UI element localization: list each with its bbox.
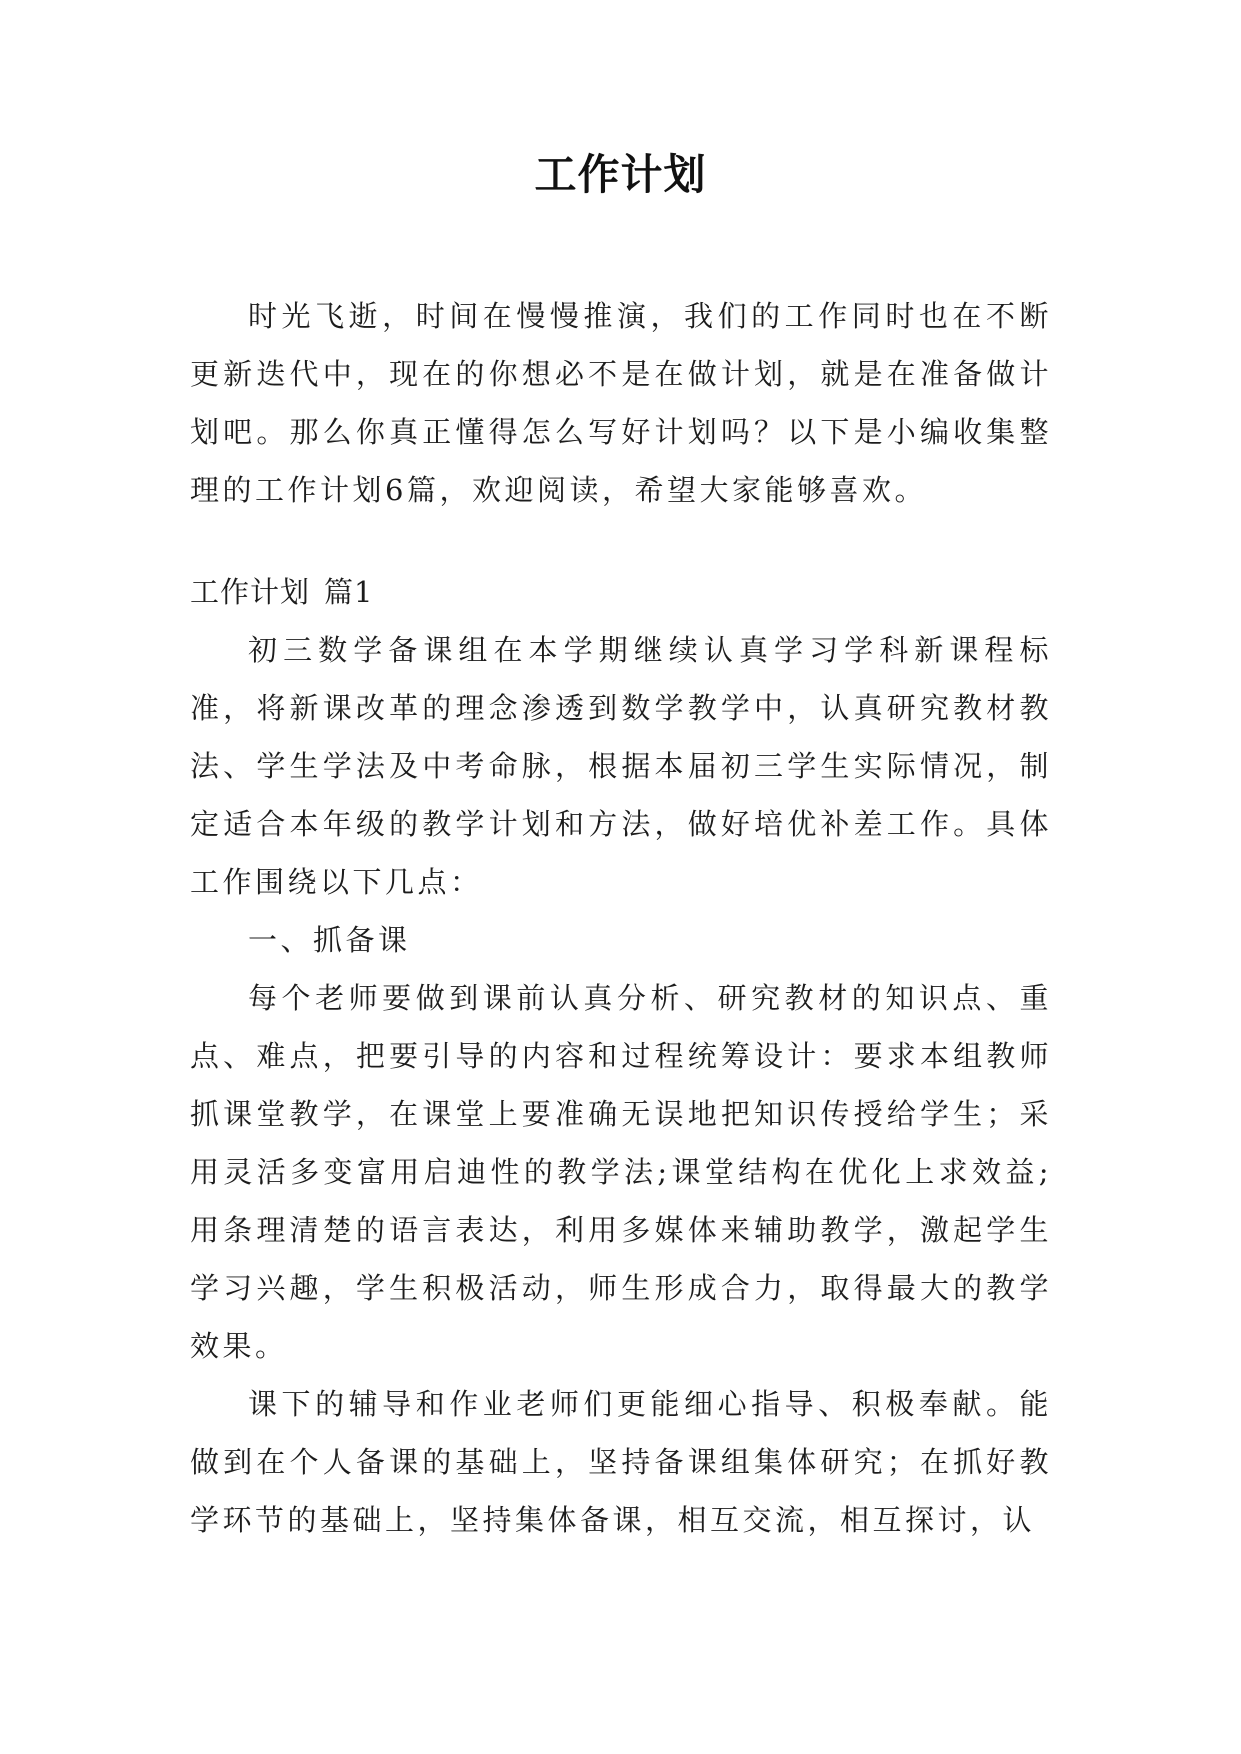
- body-paragraph: 初三数学备课组在本学期继续认真学习学科新课程标准，将新课改革的理念渗透到数学教学中，认真研究教材教法、学生学法及中考命脉，根据本届初三学生实际情况，制定适合本年级的教学计划和方法，做好培优补差工作。具体工作围绕以下几点：: [190, 633, 1052, 899]
- section-heading: [190, 563, 1052, 621]
- body-paragraph: 每个老师要做到课前认真分析、研究教材的知识点、重点、难点，把要引导的内容和过程统筹设计：要求本组教师抓课堂教学，在课堂上要准确无误地把知识传授给学生；采用灵活多变富用启迪性的教学法;课堂结构在优化上求效益;用条理清楚的语言表达，利用多媒体来辅助教学，激起学生学习兴趣，学生积极活动，师生形成合力，取得最大的教学效果。: [190, 981, 1052, 1363]
- section-heading-name: 工作计划: [190, 575, 311, 609]
- intro-paragraph: 时光飞逝，时间在慢慢推演，我们的工作同时也在不断更新迭代中，现在的你想必不是在做计划，就是在准备做计划吧。那么你真正懂得怎么写好计划吗？以下是小编收集整理的工作计划6篇，欢迎阅读，希望大家能够喜欢。: [190, 299, 1052, 507]
- body-paragraph: 课下的辅导和作业老师们更能细心指导、积极奉献。能做到在个人备课的基础上，坚持备课组集体研究；在抓好教学环节的基础上，坚持集体备课，相互交流，相互探讨，认: [190, 1387, 1052, 1537]
- document-body: [190, 287, 1052, 1549]
- section-heading-number: 篇1: [324, 575, 374, 609]
- document-title: 工作计划: [534, 150, 707, 199]
- subheading-paragraph: 一、抓备课: [248, 923, 411, 957]
